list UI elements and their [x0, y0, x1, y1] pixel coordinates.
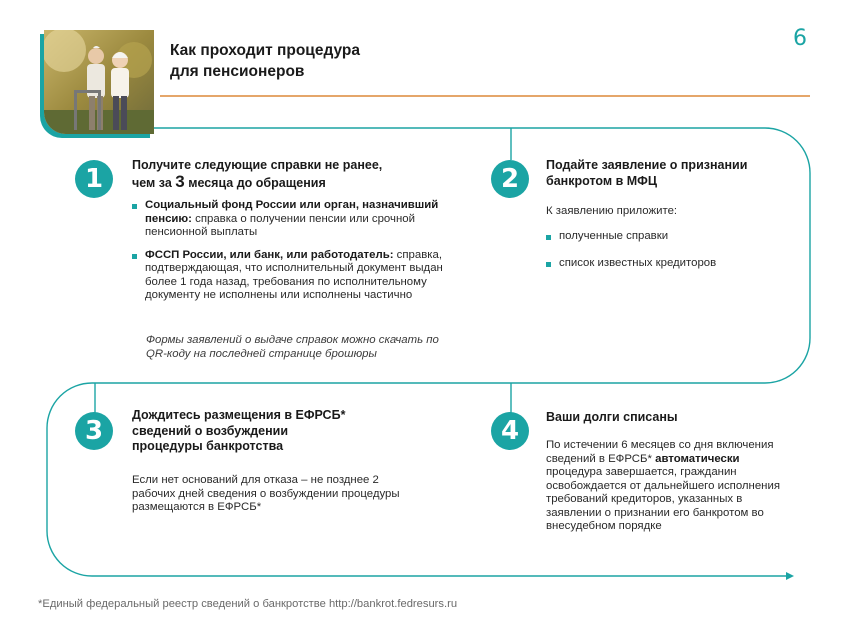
- step-1-title-post: месяца до обращения: [184, 175, 326, 190]
- step-2-attachment-list: [546, 230, 796, 270]
- step-4-text-bold: автоматически: [655, 452, 740, 465]
- list-item: список известных кредиторов: [546, 257, 796, 271]
- list-item-bold: ФССП России, или банк, или работодатель:: [145, 248, 394, 261]
- step-4-title-line-1: Ваши долги списаны: [546, 410, 678, 424]
- step-2-number: 2: [491, 160, 529, 198]
- step-3-title: [132, 408, 432, 455]
- step-1-title-line-1: Получите следующие справки не ранее,: [132, 158, 383, 172]
- list-item-text: справка, подтверждающая, что исполнительный документ выдан более 1 года назад, требования по исполнительному документу не исполнены или исполнены частично: [145, 248, 443, 301]
- step-1-note: Формы заявлений о выдаче справок можно скачать по QR-коду на последней странице брошюры: [146, 334, 439, 360]
- step-2-intro: К заявлению приложите:: [546, 205, 678, 217]
- title-line-2: для пенсионеров: [170, 63, 305, 80]
- step-4-text-pre: По истечении 6 месяцев со дня включения сведений в ЕФРСБ*: [546, 439, 774, 465]
- footnote: *Единый федеральный реестр сведений о банкротстве http://bankrot.fedresurs.ru: [38, 598, 458, 610]
- list-item: [132, 199, 448, 240]
- step-2-title-line-1: Подайте заявление о признании: [546, 158, 748, 172]
- page-number: 6: [793, 26, 807, 51]
- step-1-number: 1: [75, 160, 113, 198]
- step-3-title-line-3: процедуры банкротства: [132, 439, 284, 453]
- step-2-title-line-2: банкротом в МФЦ: [546, 173, 657, 188]
- step-1-title-months: 3: [175, 171, 185, 191]
- step-4-text: [546, 439, 798, 534]
- step-4-number: 4: [491, 412, 529, 450]
- step-1-title-line-2: [132, 171, 462, 192]
- step-4-title: [546, 410, 806, 426]
- flow-arrow-head: [786, 572, 794, 580]
- list-item-bold: Социальный фонд России или орган, назначивший пенсию:: [145, 199, 439, 225]
- step-3-title-line-1: Дождитесь размещения в ЕФРСБ*: [132, 408, 346, 422]
- step-1-title-pre: чем за: [132, 175, 176, 190]
- title-line-1: Как проходит процедура: [170, 42, 360, 59]
- step-3-text: Если нет оснований для отказа – не позднее 2 рабочих дней сведения о возбуждении процедуры размещаются в ЕФРСБ*: [132, 474, 400, 513]
- list-item-text: справка о получении пенсии или срочной пенсионной выплаты: [145, 212, 415, 238]
- step-3-title-line-2: сведений о возбуждении: [132, 423, 289, 438]
- step-4-text-post: процедура завершается, гражданин освобождается от дальнейшего исполнения требований кредиторов, указанных в заявлении о признании его банкротом во внесудебном порядке: [546, 466, 780, 532]
- list-item: полученные справки: [546, 230, 796, 244]
- step-2-title: [546, 158, 806, 189]
- step-3-number: 3: [75, 412, 113, 450]
- list-item: [132, 249, 448, 303]
- step-1-document-list: [132, 199, 448, 303]
- step-1-title: [132, 158, 462, 191]
